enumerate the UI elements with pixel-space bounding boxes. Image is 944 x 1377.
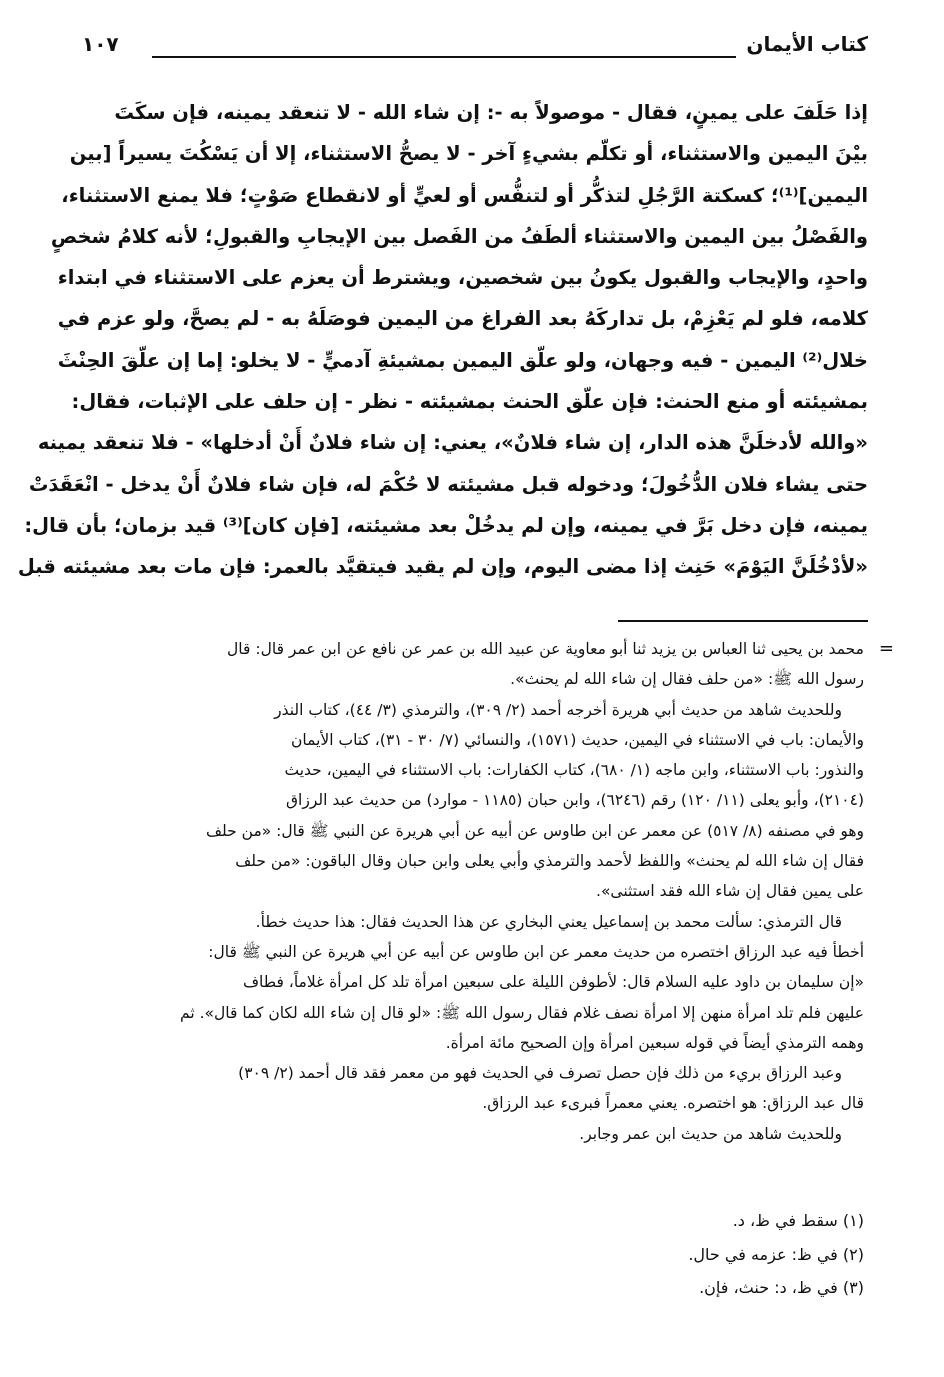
note-line: قال عبد الرزاق: هو اختصره. يعني معمراً فبرىء عبد الرزاق. [482,1094,864,1113]
note-line: أخطأ فيه عبد الرزاق اختصره من حديث معمر عن ابن طاوس عن أبيه عن أبي هريرة عن النبي ﷺ قال: [208,942,864,961]
header-rule [152,56,736,58]
note-line: وهو في مصنفه (٨/ ٥١٧) عن معمر عن ابن طاوس عن أبيه عن أبي هريرة عن النبي ﷺ قال: «من حلف [205,821,864,840]
note-line: (٢١٠٤)، وأبو يعلى (١١/ ١٢٠) رقم (٦٢٤٦)، وابن حبان (١١٨٥ - موارد) من حديث عبد الرزاق [286,791,864,810]
main-text-line: بيْنَ اليمين والاستثناء، أو تكلّم بشيءٍ آخر - لا يصحُّ الاستثناء، إلا أن يَسْكُتَ يسيراً [بين [69,142,868,166]
note-line: وعبد الرزاق بريء من ذلك فإن حصل تصرف في الحديث فهو من معمر فقد قال أحمد (٢/ ٣٠٩) [238,1064,842,1083]
main-text-line: «لأدْخُلَنَّ اليَوْمَ» حَنِث إذا مضى اليوم، وإن لم يقيد فيتقيَّد بالعمر: فإن مات بعد مشيئته قبل [17,555,868,579]
main-text-line: كلامه، فلو لم يَعْزِمْ، بل تداركَهُ بعد الفراغ من اليمين فوصَلَهُ به - لم يصحَّ، ولو عزم في [57,307,868,331]
main-text-line: حتى يشاء فلان الدُّخُولَ؛ ودخوله قبل مشيئته لا حُكْمَ له، فإن شاء فلانٌ أَنْ يدخل - انْعَقَدَتْ [28,472,868,496]
footnote-separator [618,620,868,622]
notes-block [80,634,894,1149]
note-line: والنذور: باب الاستثناء، وابن ماجه (١/ ٦٨٠)، كتاب الكفارات: باب الاستثناء في اليمين، حديث [284,761,864,780]
note-line: وللحديث شاهد من حديث ابن عمر وجابر. [579,1124,842,1143]
footnote-item: (٢) في ظ: عزمه في حال. [688,1244,864,1264]
main-text-line: «والله لأدخلَنَّ هذه الدار، إن شاء فلانٌ»، يعني: إن شاء فلانٌ أَنْ أدخلها» - فلا تنعقد يمينه [37,431,868,455]
main-text [17,92,868,588]
note-line: قال الترمذي: سألت محمد بن إسماعيل يعني البخاري عن هذا الحديث فقال: هذا حديث خطأ. [255,912,842,931]
main-text-line: واحدٍ، والإيجاب والقبول يكونُ بين شخصين، ويشترط أن يعزم على الاستثناء في ابتداء [57,266,868,290]
page-header [82,32,868,68]
page-number: ١٠٧ [82,32,119,56]
continuation-mark: = [878,638,894,659]
chapter-title: كتاب الأيمان [746,32,868,56]
main-text-line: يمينه، فإن دخل بَرَّ في يمينه، وإن لم يدخُلْ بعد مشيئته، [فإن كان]⁽³⁾ قيد بزمان؛ بأن قال: [24,513,868,537]
note-line: فقال إن شاء الله لم يحنث» واللفظ لأحمد والترمذي وأبي يعلى وابن حبان وقال الباقون: «من حلف [235,852,864,871]
footnote-item: (٣) في ظ، د: حنث، فإن. [699,1278,864,1297]
footnote-item: (١) سقط في ظ، د. [732,1211,864,1230]
footnotes [80,1204,864,1305]
main-text-line: بمشيئته أو منع الحنث: فإن علّق الحنث بمشيئته - نظر - إن حلف على الإثبات، فقال: [71,390,868,414]
note-line: والأيمان: باب في الاستثناء في اليمين، حديث (١٥٧١)، والنسائي (٧/ ٣٠ - ٣١)، كتاب الأيمان [291,730,864,749]
main-text-line: خلال⁽²⁾ اليمين - فيه وجهان، ولو علّق اليمين بمشيئةِ آدميٍّ - لا يخلو: إما إن علّقَ الحِنْثَ [57,348,868,372]
note-line: وهمه الترمذي أيضاً في قوله سبعين امرأة وإن الصحيح مائة امرأة. [445,1033,864,1052]
note-line: محمد بن يحيى ثنا العباس بن يزيد ثنا أبو معاوية عن عبيد الله بن عمر عن نافع عن ابن عمر قال: قال [227,640,864,658]
note-line: على يمين فقال إن شاء الله فقد استثنى». [596,882,864,901]
main-text-line: اليمين]⁽¹⁾؛ كسكتة الرَّجُلِ لتذكُّر أو لتنفُّس أو لعيٍّ أو لانقطاع صَوْتٍ؛ فلا يمنع الاستثناء، [61,183,868,207]
main-text-line: والفَصْلُ بين اليمين والاستثناء ألطَفُ من الفَصل بين الإيجابِ والقبولِ؛ لأنه كلامُ شخصٍ [50,224,868,248]
note-line: وللحديث شاهد من حديث أبي هريرة أخرجه أحمد (٢/ ٣٠٩)، والترمذي (٣/ ٤٤)، كتاب النذر [274,700,842,719]
note-line: رسول الله ﷺ: «من حلف فقال إن شاء الله لم يحنث». [510,670,864,689]
main-text-line: إذا حَلَفَ على يمينٍ، فقال - موصولاً به -: إن شاء الله - لا تنعقد يمينه، فإن سكَتَ [114,101,868,124]
note-line: عليهن فلم تلد امرأة منهن إلا امرأة نصف غلام فقال رسول الله ﷺ: «لو قال إن شاء الله لكان كما قال». ثم [180,1003,864,1022]
note-line: «إن سليمان بن داود عليه السلام قال: لأطوفن الليلة على سبعين امرأة تلد كل امرأة غلاماً، فطاف [242,973,864,992]
